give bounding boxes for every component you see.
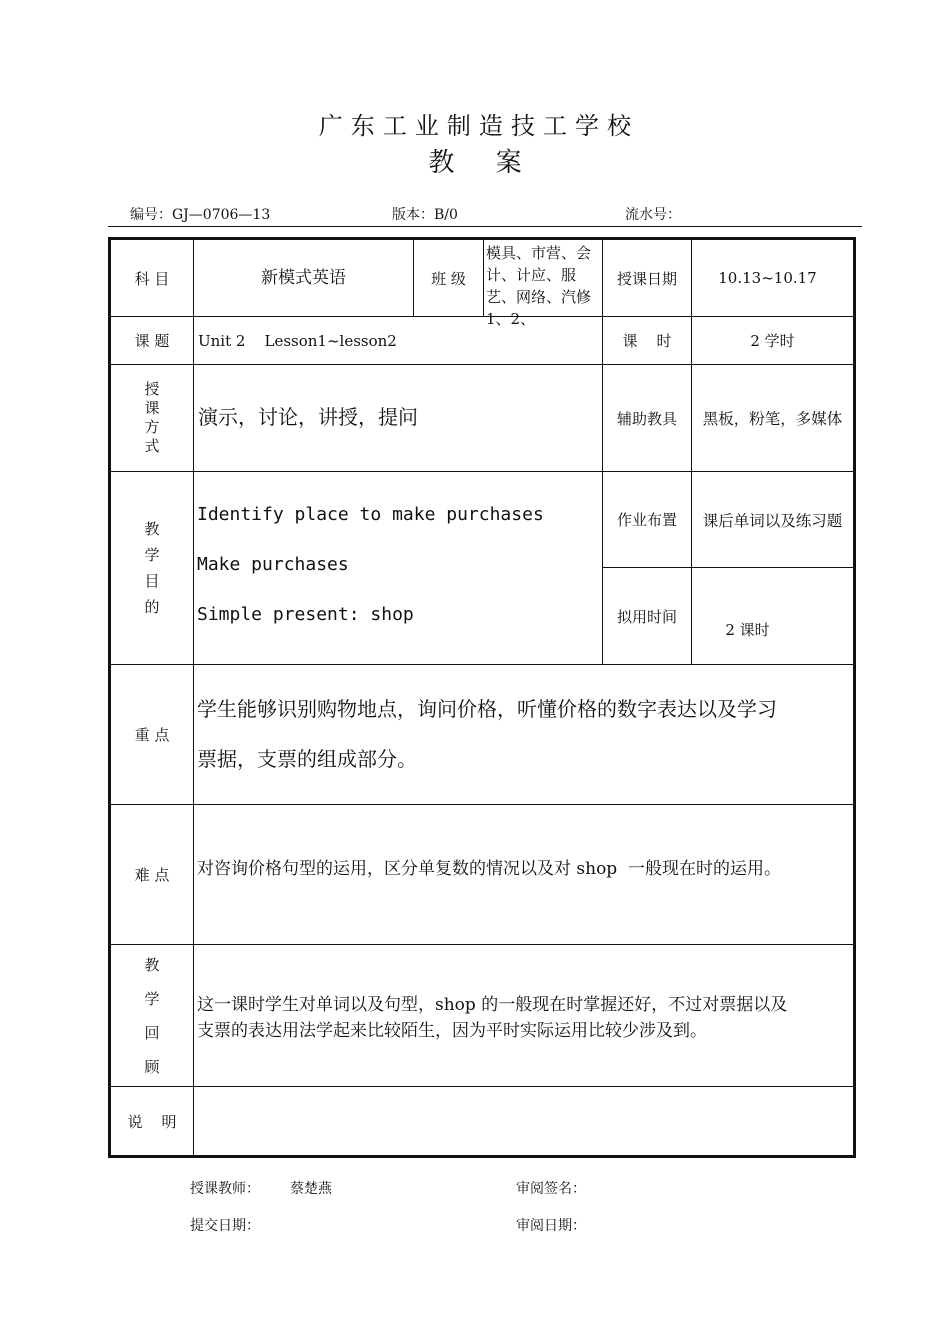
- document-type: 教 案: [428, 148, 522, 178]
- method-value: 演示，讨论，讲授，提问: [198, 405, 418, 429]
- difficulty-value: 对咨询价格句型的运用，区分单复数的情况以及对 shop 一般现在时的运用。: [197, 859, 782, 879]
- review-line-1: 这一课时学生对单词以及句型，shop 的一般现在时掌握还好，不过对票据以及: [197, 995, 788, 1015]
- homework-label: 作业布置: [616, 511, 677, 529]
- serial-number: 流水号：: [625, 207, 681, 223]
- topic-value: Unit 2 Lesson1~lesson2: [198, 331, 397, 350]
- date-label: 授课日期: [616, 269, 677, 288]
- objective-label: 教 学 目 的: [144, 520, 160, 616]
- class-value: 模具、市营、会计、计应、服艺、网络、汽修 1、2、: [486, 244, 592, 328]
- difficulty-label: 难 点: [134, 866, 170, 884]
- teacher-label: 授课教师：: [190, 1181, 260, 1197]
- topic-label: 课 题: [134, 332, 170, 350]
- key-point-label: 重 点: [134, 726, 170, 744]
- hours-value: 2 学时: [750, 332, 795, 350]
- objective-1: Identify place to make purchases: [197, 504, 544, 525]
- key-point-line-2: 票据，支票的组成部分。: [197, 747, 417, 771]
- review-date-label: 审阅日期：: [516, 1218, 586, 1234]
- homework-value: 课后单词以及练习题: [702, 511, 843, 530]
- header-rule: [108, 226, 862, 227]
- review-label: 教 学 回 顾: [144, 955, 160, 1076]
- note-value: [194, 1087, 853, 1155]
- version: 版本：B/0: [392, 207, 458, 223]
- plan-time-value: 2 课时: [725, 620, 770, 639]
- key-point-line-1: 学生能够识别购物地点，询问价格，听懂价格的数字表达以及学习: [197, 697, 777, 721]
- review-signature-label: 审阅签名：: [516, 1181, 586, 1197]
- note-label: 说 明: [127, 1112, 177, 1131]
- school-title: 广 东 工 业 制 造 技 工 学 校: [318, 112, 632, 140]
- subject-label: 科 目: [134, 269, 170, 288]
- subject-value: 新模式英语: [261, 267, 346, 288]
- date-value: 10.13~10.17: [718, 269, 817, 287]
- lesson-plan-table: [108, 237, 856, 1158]
- aids-value: 黑板，粉笔，多媒体: [702, 410, 843, 428]
- objective-2: Make purchases: [197, 554, 349, 575]
- objective-3: Simple present: shop: [197, 604, 414, 625]
- review-line-2: 支票的表达用法学起来比较陌生，因为平时实际运用比较少涉及到。: [197, 1021, 707, 1041]
- plan-time-label: 拟用时间: [616, 607, 677, 626]
- document-number: 编号：GJ—0706—13: [130, 207, 271, 223]
- teacher-name: 蔡楚燕: [290, 1181, 332, 1197]
- method-label: 授 课 方 式: [144, 380, 160, 455]
- submit-date-label: 提交日期：: [190, 1218, 260, 1234]
- aids-label: 辅助教具: [616, 409, 677, 428]
- hours-label: 课 时: [622, 332, 672, 350]
- class-label: 班 级: [431, 269, 466, 288]
